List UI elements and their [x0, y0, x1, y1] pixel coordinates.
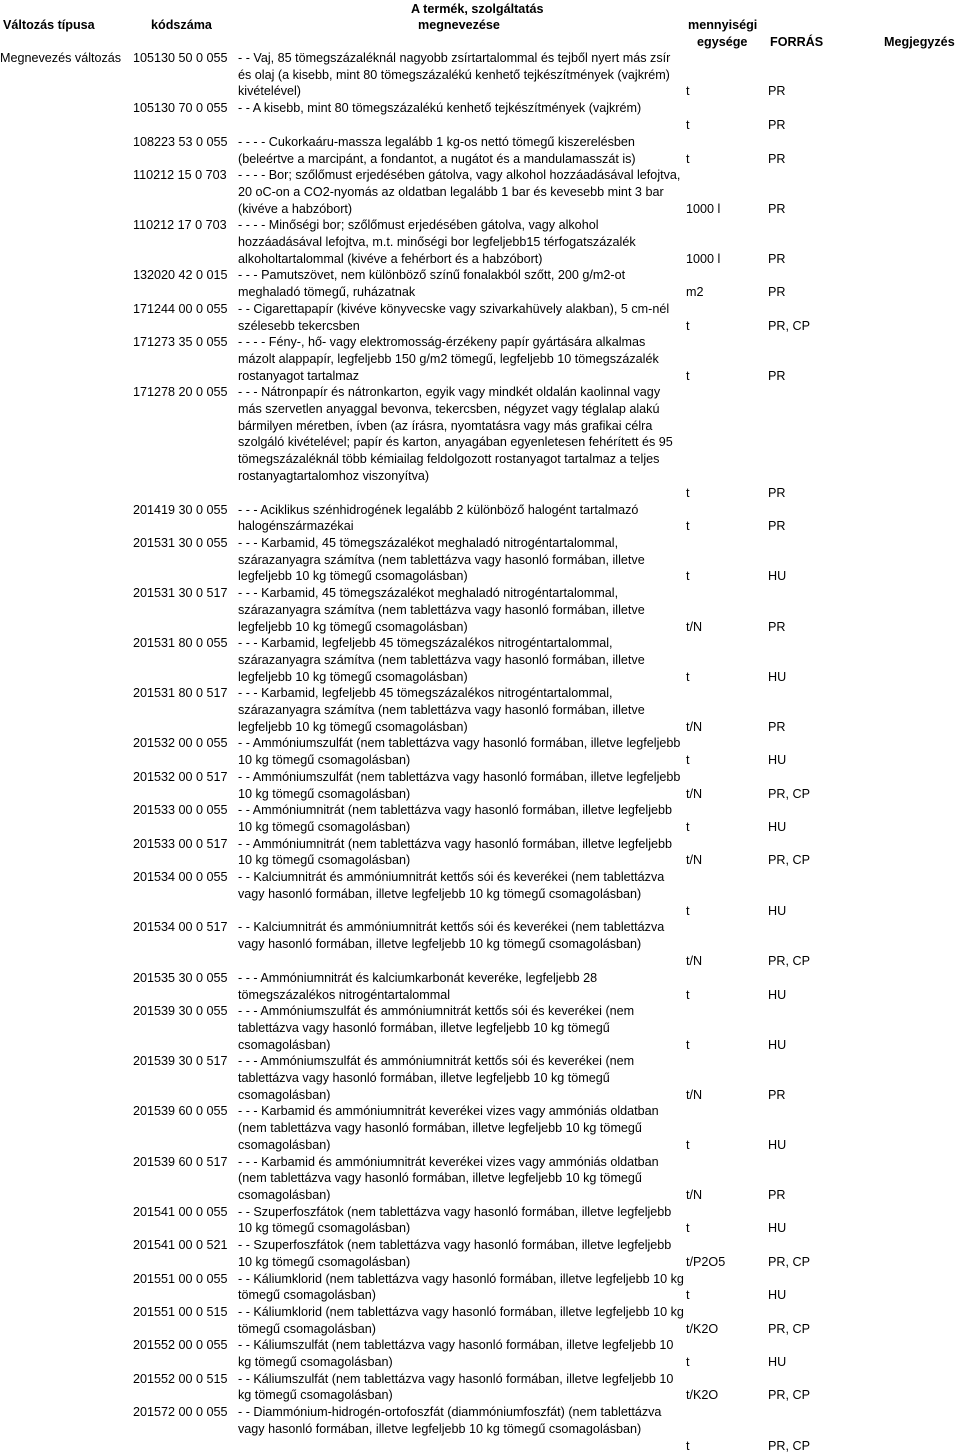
- unit-cell: t: [686, 987, 690, 1002]
- product-code-cell: 201532 00 0 517: [133, 769, 228, 784]
- product-name-cell: - - Ammóniumnitrát (nem tablettázva vagy hasonló formában, illetve legfeljebb 10 kg tömegű csomagolásban): [238, 836, 672, 868]
- table-row: [0, 1237, 960, 1270]
- change-type-cell: Megnevezés változás: [0, 51, 122, 65]
- product-code-cell: 201535 30 0 055: [133, 970, 228, 985]
- unit-cell: t/K2O: [686, 1321, 719, 1336]
- table-row: [0, 50, 960, 100]
- product-code-cell: 201531 80 0 055: [133, 636, 228, 651]
- source-cell: HU: [768, 987, 787, 1002]
- product-name-cell: - - - Ammóniumnitrát és kalciumkarbonát keveréke, legfeljebb 28 tömegszázalékos nitrogéntartalommal: [238, 970, 598, 1002]
- source-cell: PR, CP: [768, 318, 810, 333]
- table-row: [0, 167, 960, 217]
- product-code-cell: 201534 00 0 517: [133, 920, 228, 935]
- table-row: [0, 267, 960, 300]
- source-cell: PR: [768, 201, 786, 216]
- unit-cell: t/N: [686, 719, 703, 734]
- product-code-cell: 201539 60 0 517: [133, 1154, 228, 1169]
- product-code-cell: 201533 00 0 055: [133, 803, 228, 818]
- table-row: [0, 1404, 960, 1454]
- product-code-cell: 105130 50 0 055: [133, 51, 228, 65]
- source-cell: PR: [768, 368, 786, 383]
- source-cell: HU: [768, 1355, 787, 1370]
- table-row: [0, 535, 960, 585]
- table-row: [0, 685, 960, 735]
- table-row: [0, 1053, 960, 1103]
- product-name-cell: - - Cigarettapapír (kivéve könyvecske vagy szivarkahüvely alakban), 5 cm-nél szélesebb tekercsben: [238, 301, 670, 333]
- source-cell: PR, CP: [768, 1254, 810, 1269]
- source-cell: PR: [768, 485, 786, 500]
- unit-cell: t/N: [686, 1188, 703, 1202]
- product-name-cell: - - Káliumszulfát (nem tablettázva vagy hasonló formában, illetve legfeljebb 10 kg tömegű csomagolásban): [238, 1371, 674, 1403]
- product-name-cell: - - - Karbamid, 45 tömegszázalékot meghaladó nitrogéntartalommal, szárazanyagra számítva (nem tablettázva vagy hasonló formában, illetve legfeljebb 10 kg tömegű csomagolásban): [238, 586, 645, 634]
- product-name-cell: - - - Karbamid, legfeljebb 45 tömegszázalékos nitrogéntartalommal, szárazanyagra számítva (nem tablettázva vagy hasonló formában, illetve legfeljebb 10 kg tömegű csomagolásban): [238, 686, 645, 734]
- product-code-cell: 171244 00 0 055: [133, 301, 228, 316]
- header-product-name-line1: A termék, szolgáltatás: [411, 2, 544, 16]
- product-name-cell: - - Kalciumnitrát és ammóniumnitrát kettős sói és keverékei (nem tablettázva vagy hasonló formában, illetve legfeljebb 10 kg tömegű csomagolásban): [238, 920, 665, 952]
- product-code-cell: 201541 00 0 055: [133, 1204, 228, 1219]
- unit-cell: t: [686, 1355, 690, 1370]
- product-name-cell: - - - Karbamid és ammóniumnitrát keverékei vizes vagy ammóniás oldatban (nem tablettázva vagy hasonló formában, illetve legfeljebb 10 kg tömegű csomagolásban): [238, 1104, 659, 1152]
- source-cell: PR, CP: [768, 786, 810, 801]
- unit-cell: t/K2O: [686, 1388, 719, 1403]
- table-row: [0, 970, 960, 1003]
- table-row: [0, 100, 960, 134]
- product-name-cell: - - Káliumszulfát (nem tablettázva vagy hasonló formában, illetve legfeljebb 10 kg tömegű csomagolásban): [238, 1338, 674, 1370]
- unit-cell: t/N: [686, 786, 703, 801]
- product-name-cell: - - Ammóniumszulfát (nem tablettázva vagy hasonló formában, illetve legfeljebb 10 kg tömegű csomagolásban): [238, 769, 681, 801]
- product-code-cell: 201532 00 0 055: [133, 736, 228, 751]
- source-cell: HU: [768, 753, 787, 768]
- product-code-cell: 132020 42 0 015: [133, 268, 228, 283]
- product-name-cell: - - - - Cukorkaáru-massza legalább 1 kg-os nettó tömegű kiszerelésben (beleértve a marcipánt, a fondantot, a nugátot és a mandulamasszát is): [238, 134, 636, 166]
- table-row: [0, 134, 960, 167]
- unit-cell: t: [686, 819, 690, 834]
- product-name-cell: - - - - Fény-, hő- vagy elektromosság-érzékeny papír gyártására alkalmas mázolt alappapír, legfeljebb 150 g/m2 tömegű, legfeljebb 10 tömegszázalék rostanyagot tartalmaz: [238, 335, 659, 383]
- product-name-cell: - - - - Minőségi bor; szőlőmust erjedésében gátolva, vagy alkohol hozzáadásával lefojtva, m.t. minőségi bor legfeljebb15 térfogatszázalék alkoholtartalommal (kivéve a fehérbort és a habzóbort): [238, 218, 636, 266]
- unit-cell: t/N: [686, 853, 703, 868]
- product-name-cell: - - - Pamutszövet, nem különböző színű fonalakból szőtt, 200 g/m2-ot meghaladó tömegű, ruházatnak: [238, 268, 626, 300]
- table-row: [0, 1371, 960, 1404]
- product-code-cell: 201539 60 0 055: [133, 1104, 228, 1119]
- product-name-cell: - - Diammónium-hidrogén-ortofoszfát (diammóniumfoszfát) (nem tablettázva vagy hasonló formában, illetve legfeljebb 10 kg tömegű csomagolásban): [238, 1405, 662, 1436]
- source-cell: PR: [768, 118, 786, 133]
- unit-cell: t: [686, 753, 690, 768]
- product-name-cell: - - Kalciumnitrát és ammóniumnitrát kettős sói és keverékei (nem tablettázva vagy hasonló formában, illetve legfeljebb 10 kg tömegű csomagolásban): [238, 870, 665, 901]
- source-cell: PR: [768, 151, 786, 166]
- table-row: [0, 1204, 960, 1237]
- source-cell: PR: [768, 285, 786, 300]
- source-cell: PR, CP: [768, 853, 810, 868]
- source-cell: HU: [768, 903, 787, 918]
- unit-cell: t: [686, 1137, 690, 1152]
- product-code-cell: 201533 00 0 517: [133, 836, 228, 851]
- source-cell: PR: [768, 1188, 786, 1202]
- product-name-cell: - - Káliumklorid (nem tablettázva vagy hasonló formában, illetve legfeljebb 10 kg tömegű csomagolásban): [238, 1304, 684, 1336]
- source-cell: HU: [768, 1037, 787, 1052]
- product-table-body: [0, 50, 960, 1455]
- header-code: kódszáma: [151, 18, 212, 32]
- product-code-cell: 108223 53 0 055: [133, 134, 228, 149]
- source-cell: PR: [768, 251, 786, 266]
- table-row: [0, 502, 960, 535]
- unit-cell: t: [686, 669, 690, 684]
- unit-cell: t/N: [686, 954, 703, 969]
- source-cell: HU: [768, 819, 787, 834]
- unit-cell: t: [686, 318, 690, 333]
- table-row: [0, 1304, 960, 1337]
- product-name-cell: - - A kisebb, mint 80 tömegszázalékú kenhető tejkészítmények (vajkrém): [238, 101, 642, 116]
- product-name-cell: - - Káliumklorid (nem tablettázva vagy hasonló formában, illetve legfeljebb 10 kg tömegű csomagolásban): [238, 1271, 684, 1303]
- source-cell: PR: [768, 619, 786, 634]
- product-name-cell: - - - Ammóniumszulfát és ammóniumnitrát kettős sói és keverékei (nem tablettázva vagy hasonló formában, illetve legfeljebb 10 kg tömegű csomagolásban): [238, 1054, 635, 1102]
- unit-cell: t: [686, 485, 690, 500]
- table-row: [0, 217, 960, 267]
- table-row: [0, 1003, 960, 1053]
- header-product-name-line2: megnevezése: [418, 18, 500, 32]
- table-row: [0, 869, 960, 919]
- table-row: [0, 836, 960, 869]
- product-name-cell: - - - Nátronpapír és nátronkarton, egyik vagy mindkét oldalán kaolinnal vagy más szervetlen anyaggal bevonva, tekercsben, négyzet vagy téglalap alakú bármilyen méretben, ívben (az írásra, nyomtatásra vagy más grafikai célra szolgáló kivételével; papír és karton, anyagában egyenletesen fehérített és 95 tömegszázaléknál több kémiailag feldolgozott rostanyagot tartalmaz a teljes rostanyagtartalomhoz viszonyítva): [238, 385, 673, 483]
- table-row: [0, 334, 960, 384]
- unit-cell: t: [686, 151, 690, 166]
- source-cell: PR, CP: [768, 1438, 810, 1453]
- header-source: FORRÁS: [770, 35, 824, 49]
- table-row: [0, 635, 960, 685]
- unit-cell: t: [686, 1037, 690, 1052]
- unit-cell: t: [686, 1288, 690, 1303]
- table-row: [0, 585, 960, 635]
- product-code-cell: 201551 00 0 055: [133, 1271, 228, 1286]
- unit-cell: t: [686, 1221, 690, 1236]
- table-row: [0, 1154, 960, 1204]
- unit-cell: t: [686, 118, 690, 133]
- unit-cell: t/N: [686, 1087, 703, 1102]
- product-name-cell: - - - - Bor; szőlőmust erjedésében gátolva, vagy alkohol hozzáadásával lefojtva, 20 oC-on a CO2-nyomás az oldatban legalább 1 bar és kevesebb mint 3 bar (kivéve a habzóbort): [238, 168, 681, 216]
- source-cell: PR: [768, 84, 786, 99]
- unit-cell: t/N: [686, 619, 703, 634]
- unit-cell: 1000 l: [686, 251, 721, 266]
- header-unit-line2: egysége: [697, 35, 748, 49]
- table-row: [0, 1271, 960, 1304]
- source-cell: PR, CP: [768, 1388, 810, 1403]
- header-change-type: Változás típusa: [3, 18, 95, 32]
- header-note: Megjegyzés: [884, 35, 955, 49]
- header-unit-line1: mennyiségi: [688, 18, 758, 32]
- unit-cell: m2: [686, 285, 704, 300]
- table-row: [0, 1337, 960, 1370]
- unit-cell: t/P2O5: [686, 1254, 726, 1269]
- table-row: [0, 802, 960, 835]
- source-cell: HU: [768, 1137, 787, 1152]
- product-name-cell: - - Szuperfoszfátok (nem tablettázva vagy hasonló formában, illetve legfeljebb 10 kg tömegű csomagolásban): [238, 1238, 672, 1269]
- unit-cell: t: [686, 368, 690, 383]
- unit-cell: t: [686, 84, 690, 99]
- table-row: [0, 301, 960, 334]
- product-code-cell: 201552 00 0 055: [133, 1338, 228, 1353]
- product-code-cell: 201531 30 0 517: [133, 586, 228, 601]
- unit-cell: 1000 l: [686, 201, 721, 216]
- source-cell: PR, CP: [768, 954, 810, 969]
- product-name-cell: - - Ammóniumszulfát (nem tablettázva vagy hasonló formában, illetve legfeljebb 10 kg tömegű csomagolásban): [238, 736, 681, 768]
- product-name-cell: - - - Karbamid, legfeljebb 45 tömegszázalékos nitrogéntartalommal, szárazanyagra számítva (nem tablettázva vagy hasonló formában, illetve legfeljebb 10 kg tömegű csomagolásban): [238, 636, 645, 684]
- product-code-cell: 110212 15 0 703: [133, 168, 227, 183]
- product-name-cell: - - Vaj, 85 tömegszázaléknál nagyobb zsírtartalommal és tejből nyert más zsír és olaj (a kisebb, mint 80 tömegszázalékú kenhető tejkészítmények (vajkrém) kivételével): [238, 51, 671, 99]
- product-name-cell: - - - Aciklikus szénhidrogének legalább 2 különböző halogént tartalmazó halogénszármazékai: [238, 502, 639, 534]
- table-row: [0, 919, 960, 969]
- product-code-cell: 201572 00 0 055: [133, 1405, 228, 1420]
- source-cell: HU: [768, 1221, 787, 1236]
- source-cell: HU: [768, 569, 787, 584]
- unit-cell: t: [686, 1438, 690, 1453]
- product-code-cell: 201552 00 0 515: [133, 1371, 228, 1386]
- source-cell: HU: [768, 1288, 787, 1303]
- table-row: [0, 384, 960, 501]
- product-code-cell: 110212 17 0 703: [133, 218, 227, 233]
- table-row: [0, 769, 960, 802]
- source-cell: HU: [768, 669, 787, 684]
- table-row: [0, 735, 960, 768]
- product-code-cell: 201419 30 0 055: [133, 502, 228, 517]
- product-name-cell: - - - Karbamid és ammóniumnitrát keverékei vizes vagy ammóniás oldatban (nem tablettázva vagy hasonló formában, illetve legfeljebb 10 kg tömegű csomagolásban): [238, 1154, 659, 1202]
- product-name-cell: - - - Karbamid, 45 tömegszázalékot meghaladó nitrogéntartalommal, szárazanyagra számítva (nem tablettázva vagy hasonló formában, illetve legfeljebb 10 kg tömegű csomagolásban): [238, 535, 645, 584]
- unit-cell: t: [686, 569, 690, 584]
- product-name-cell: - - Ammóniumnitrát (nem tablettázva vagy hasonló formában, illetve legfeljebb 10 kg tömegű csomagolásban): [238, 803, 672, 834]
- product-code-cell: 171273 35 0 055: [133, 335, 228, 350]
- source-cell: PR: [768, 519, 786, 534]
- product-code-cell: 201531 80 0 517: [133, 686, 228, 701]
- product-code-cell: 171278 20 0 055: [133, 385, 228, 400]
- source-cell: PR, CP: [768, 1321, 810, 1336]
- unit-cell: t: [686, 903, 690, 918]
- table-header: [0, 0, 960, 52]
- product-code-cell: 201539 30 0 517: [133, 1054, 228, 1069]
- product-code-cell: 201531 30 0 055: [133, 535, 228, 550]
- product-code-cell: 201541 00 0 521: [133, 1238, 228, 1253]
- table-row: [0, 1103, 960, 1153]
- product-code-cell: 201539 30 0 055: [133, 1004, 228, 1019]
- source-cell: PR: [768, 719, 786, 734]
- product-name-cell: - - - Ammóniumszulfát és ammóniumnitrát kettős sói és keverékei (nem tablettázva vagy hasonló formában, illetve legfeljebb 10 kg tömegű csomagolásban): [238, 1004, 635, 1052]
- product-code-cell: 201551 00 0 515: [133, 1304, 228, 1319]
- unit-cell: t: [686, 519, 690, 534]
- source-cell: PR: [768, 1087, 786, 1102]
- product-code-cell: 105130 70 0 055: [133, 101, 228, 116]
- product-code-cell: 201534 00 0 055: [133, 870, 228, 885]
- product-name-cell: - - Szuperfoszfátok (nem tablettázva vagy hasonló formában, illetve legfeljebb 10 kg tömegű csomagolásban): [238, 1204, 672, 1236]
